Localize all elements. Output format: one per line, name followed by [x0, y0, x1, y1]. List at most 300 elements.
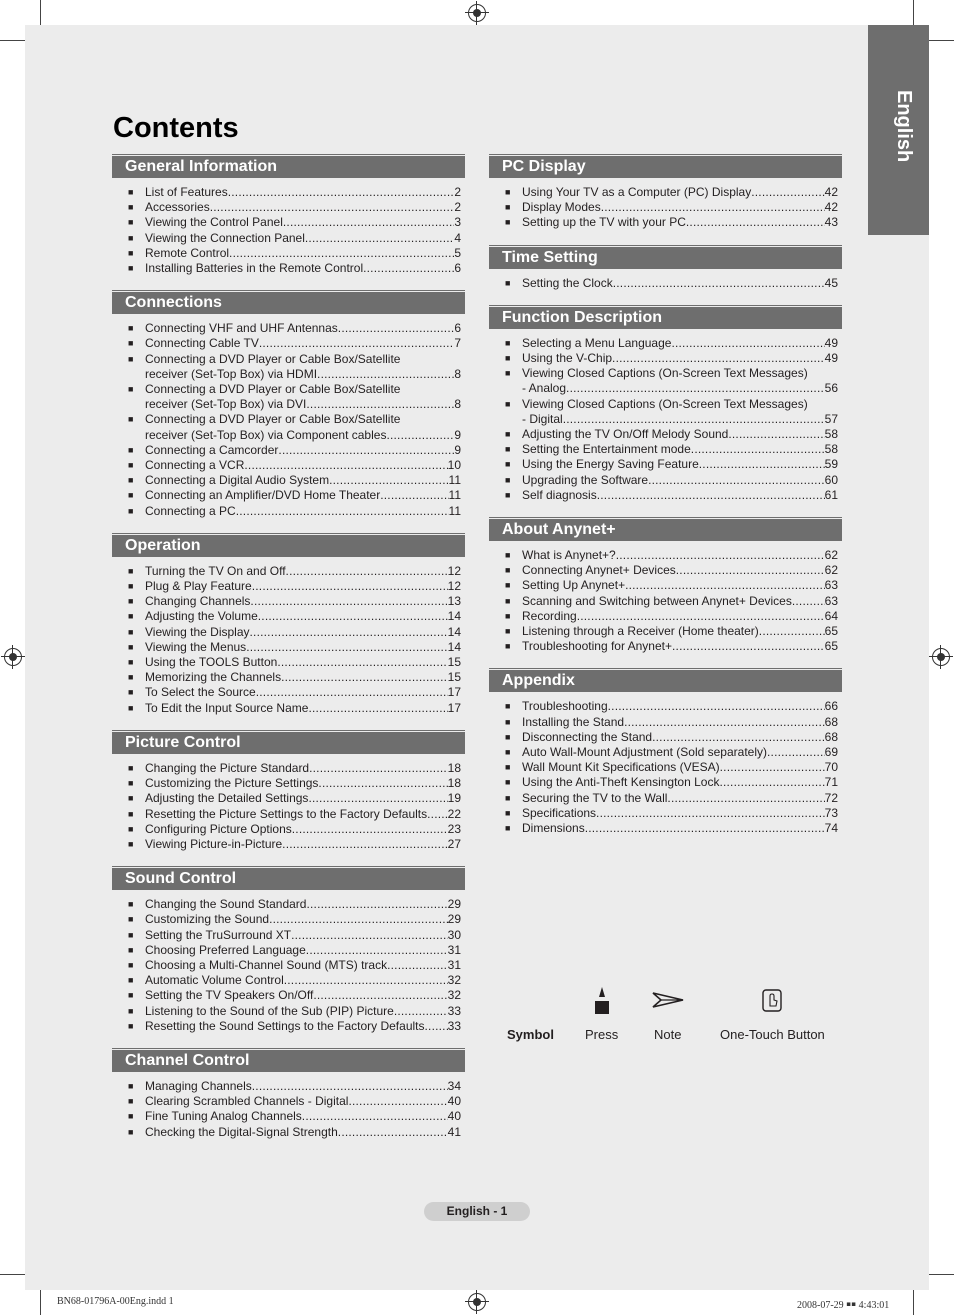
toc-entry[interactable] — [112, 988, 465, 1003]
dot-leader — [281, 670, 448, 685]
toc-entry-text: ■ Connecting a Digital Audio System — [145, 473, 330, 488]
toc-page-number: 62 — [824, 563, 838, 578]
section-heading: Appendix — [489, 670, 842, 692]
toc-entry-text-line1: ■ Viewing Closed Captions (On-Screen Text Messages) — [522, 366, 808, 381]
dot-leader — [667, 791, 824, 806]
dot-leader — [648, 473, 825, 488]
section-heading: PC Display — [489, 156, 842, 178]
toc-page-number: 43 — [824, 215, 838, 230]
dot-leader — [338, 1125, 448, 1140]
toc-entry[interactable] — [489, 791, 842, 806]
toc-entry[interactable] — [489, 457, 842, 472]
dot-leader — [751, 185, 824, 200]
toc-page-number: 6 — [454, 261, 461, 276]
toc-page-number: 32 — [447, 988, 461, 1003]
toc-entry[interactable] — [112, 761, 465, 776]
toc-entry[interactable] — [489, 563, 842, 578]
language-tab-label: English — [893, 90, 915, 163]
dot-leader — [363, 261, 454, 276]
dot-leader — [286, 564, 448, 579]
toc-page-number: 12 — [447, 579, 461, 594]
toc-entry-text: ■ To Select the Source — [145, 685, 256, 700]
toc-entry[interactable] — [489, 185, 842, 200]
registration-mark-icon — [468, 4, 486, 22]
toc-entry-text: ■ Recording — [522, 608, 577, 623]
dot-leader — [250, 625, 448, 640]
section-heading: General Information — [112, 156, 465, 178]
toc-entry[interactable] — [112, 685, 465, 700]
dot-leader — [283, 215, 454, 230]
right-column — [489, 156, 842, 852]
dot-leader — [258, 609, 448, 624]
toc-page-number: 42 — [824, 200, 838, 215]
toc-entry[interactable] — [489, 760, 842, 775]
toc-page-number: 11 — [448, 503, 461, 518]
toc-page-number: 63 — [824, 578, 838, 593]
toc-entry[interactable] — [112, 1079, 465, 1094]
toc-entry-text: ■ Installing the Stand — [522, 714, 625, 729]
toc-entry-text: ■ Checking the Digital-Signal Strength — [145, 1124, 338, 1139]
toc-page-number: 60 — [824, 472, 838, 487]
toc-entry-text: receiver (Set-Top Box) via Component cables — [145, 427, 387, 442]
toc-page-number: 14 — [447, 624, 461, 639]
toc-entry-text: ■ Setting Up Anynet+ — [522, 578, 626, 593]
toc-page-number: 15 — [447, 670, 461, 685]
toc-page-number: 63 — [824, 593, 838, 608]
toc-page-number: 32 — [447, 973, 461, 988]
dot-leader — [767, 745, 825, 760]
toc-list — [112, 314, 465, 519]
toc-entry[interactable] — [112, 1019, 465, 1034]
toc-entry[interactable] — [112, 609, 465, 624]
toc-entry[interactable] — [489, 639, 842, 654]
toc-entry[interactable] — [112, 261, 465, 276]
toc-entry[interactable] — [489, 276, 842, 291]
registration-mark-icon — [4, 648, 22, 666]
dot-leader — [719, 775, 824, 790]
toc-page-number: 13 — [447, 594, 461, 609]
toc-page-number: 17 — [447, 700, 461, 715]
toc-entry[interactable] — [112, 928, 465, 943]
toc-entry[interactable] — [112, 1125, 465, 1140]
toc-page-number: 10 — [447, 458, 461, 473]
dot-leader — [210, 200, 455, 215]
toc-list — [112, 178, 465, 276]
toc-entry-text: ■ Resetting the Sound Settings to the Factory Defaults — [145, 1018, 425, 1033]
dot-leader — [616, 548, 825, 563]
left-column — [112, 156, 465, 1156]
section-heading: Channel Control — [112, 1050, 465, 1072]
dot-leader — [720, 760, 825, 775]
one-touch-button-icon — [762, 989, 782, 1013]
dot-leader — [792, 594, 825, 609]
dot-leader — [309, 761, 448, 776]
toc-entry-text: ■ Turning the TV On and Off — [145, 563, 286, 578]
toc-page-number: 2 — [454, 200, 461, 215]
toc-page-number: 64 — [824, 608, 838, 623]
toc-entry-text: ■ Specifications — [522, 805, 597, 820]
toc-entry-text: receiver (Set-Top Box) via HDMI — [145, 366, 318, 381]
toc-entry[interactable] — [112, 625, 465, 640]
section-sound-control — [112, 868, 465, 1034]
toc-entry-text: ■ Troubleshooting for Anynet+ — [522, 639, 672, 654]
toc-entry-text: ■ Adjusting the TV On/Off Melody Sound — [522, 427, 729, 442]
dot-leader — [256, 685, 448, 700]
toc-entry[interactable] — [489, 442, 842, 457]
toc-entry-text: ■ Viewing the Display — [145, 624, 250, 639]
section-function-description — [489, 307, 842, 503]
dot-leader — [380, 488, 448, 503]
toc-page-number: 23 — [447, 821, 461, 836]
toc-entry-text: receiver (Set-Top Box) via DVI — [145, 397, 307, 412]
crop-mark — [929, 40, 954, 41]
toc-list — [489, 269, 842, 291]
dot-leader — [613, 276, 825, 291]
file-slug: BN68-01796A-00Eng.indd 1 — [57, 1296, 174, 1307]
toc-page-number: 8 — [454, 397, 461, 412]
toc-page-number: 41 — [447, 1124, 461, 1139]
toc-list — [489, 178, 842, 231]
toc-entry[interactable] — [489, 366, 842, 396]
toc-entry[interactable] — [489, 578, 842, 593]
toc-entry-text: ■ Securing the TV to the Wall — [522, 790, 668, 805]
toc-entry-text: ■ Configuring Picture Options — [145, 821, 292, 836]
toc-entry[interactable] — [489, 488, 842, 503]
toc-entry-text: ■ Selecting a Menu Language — [522, 335, 672, 350]
dot-leader — [386, 428, 454, 443]
language-tab — [868, 25, 929, 235]
toc-page-number: 6 — [454, 321, 461, 336]
section-about-anynet — [489, 519, 842, 654]
dot-leader — [284, 973, 448, 988]
toc-entry-text: ■ Using the Energy Saving Feature — [522, 457, 699, 472]
one-touch-button-label: One-Touch Button — [720, 1027, 825, 1042]
toc-page-number: 33 — [447, 1018, 461, 1033]
toc-entry[interactable] — [112, 640, 465, 655]
toc-page-number: 30 — [447, 927, 461, 942]
toc-entry-text: ■ Self diagnosis — [522, 487, 597, 502]
dot-leader — [394, 1004, 448, 1019]
dot-leader — [259, 336, 454, 351]
dot-leader — [625, 578, 825, 593]
toc-entry-text: ■ Using the TOOLS Button — [145, 655, 278, 670]
toc-entry-text: ■ Memorizing the Channels — [145, 670, 282, 685]
toc-page-number: 61 — [824, 487, 838, 502]
toc-entry-text: ■ Connecting Anynet+ Devices — [522, 563, 676, 578]
toc-entry-text: ■ Auto Wall-Mount Adjustment (Sold separately) — [522, 745, 767, 760]
toc-page-number: 42 — [824, 185, 838, 199]
toc-page-number: 5 — [454, 245, 461, 260]
toc-entry[interactable] — [489, 351, 842, 366]
section-heading: Connections — [112, 292, 465, 314]
toc-entry[interactable] — [112, 958, 465, 973]
toc-entry[interactable] — [112, 352, 465, 382]
dot-leader — [313, 988, 447, 1003]
dot-leader — [306, 397, 454, 412]
toc-page-number: 9 — [454, 442, 461, 457]
toc-entry[interactable] — [489, 200, 842, 215]
toc-entry-text: ■ Resetting the Picture Settings to the Factory Defaults — [145, 806, 428, 821]
toc-entry[interactable] — [112, 336, 465, 351]
toc-page-number: 31 — [447, 957, 461, 972]
toc-entry-text: ■ Setting the Clock — [522, 275, 613, 290]
dot-leader — [329, 473, 448, 488]
toc-entry-text: ■ Upgrading the Software — [522, 472, 649, 487]
section-heading: About Anynet+ — [489, 519, 842, 541]
toc-page-number: 22 — [447, 806, 461, 821]
toc-entry-text: ■ Adjusting the Volume — [145, 609, 258, 624]
toc-entry[interactable] — [112, 412, 465, 442]
toc-entry[interactable] — [489, 215, 842, 230]
toc-list — [489, 692, 842, 836]
toc-entry-text: ■ Connecting a Camcorder — [145, 442, 279, 457]
toc-entry[interactable] — [112, 1094, 465, 1109]
symbol-label: Symbol — [507, 1027, 554, 1042]
toc-page-number: 29 — [447, 912, 461, 927]
section-heading: Picture Control — [112, 732, 465, 754]
dot-leader — [302, 1109, 448, 1124]
toc-entry-text: ■ Listening through a Receiver (Home theater) — [522, 624, 759, 639]
toc-entry-text: - Analog — [522, 381, 567, 396]
toc-entry[interactable] — [112, 822, 465, 837]
press-icon — [593, 985, 611, 1017]
crop-mark — [913, 1290, 914, 1315]
toc-entry-text: ■ Changing Channels — [145, 594, 251, 609]
crop-mark — [40, 1290, 41, 1315]
toc-entry[interactable] — [112, 443, 465, 458]
toc-entry-text: ■ Scanning and Switching between Anynet+ Devices — [522, 593, 792, 608]
section-picture-control — [112, 732, 465, 852]
toc-entry[interactable] — [112, 1004, 465, 1019]
toc-entry[interactable] — [112, 488, 465, 503]
toc-entry-text: ■ Disconnecting the Stand — [522, 729, 653, 744]
toc-list — [489, 329, 842, 503]
toc-entry[interactable] — [112, 701, 465, 716]
dot-leader — [236, 504, 449, 519]
dot-leader — [566, 381, 825, 396]
dot-leader — [577, 609, 825, 624]
toc-page-number: 19 — [447, 791, 461, 806]
dot-leader — [252, 1079, 448, 1094]
toc-entry[interactable] — [112, 837, 465, 852]
section-appendix — [489, 670, 842, 836]
dot-leader — [305, 231, 454, 246]
dot-leader — [282, 837, 447, 852]
section-heading: Function Description — [489, 307, 842, 329]
dot-leader — [338, 321, 455, 336]
toc-entry[interactable] — [112, 382, 465, 412]
toc-entry[interactable] — [489, 594, 842, 609]
toc-entry[interactable] — [112, 594, 465, 609]
registration-mark-icon — [468, 1293, 486, 1311]
toc-entry[interactable] — [112, 579, 465, 594]
toc-page-number: 3 — [454, 215, 461, 230]
section-connections — [112, 292, 465, 519]
section-heading: Time Setting — [489, 247, 842, 269]
toc-entry-text: ■ Using Your TV as a Computer (PC) Display — [522, 185, 752, 199]
toc-entry[interactable] — [112, 246, 465, 261]
toc-entry[interactable] — [489, 821, 842, 836]
toc-entry[interactable] — [489, 775, 842, 790]
dot-leader — [652, 730, 825, 745]
toc-entry-text: - Digital — [522, 411, 563, 426]
symbol-legend — [489, 985, 842, 1055]
dot-leader — [612, 351, 825, 366]
toc-entry[interactable] — [489, 397, 842, 427]
toc-entry[interactable] — [489, 609, 842, 624]
page-title: Contents — [113, 112, 239, 144]
toc-entry[interactable] — [112, 473, 465, 488]
toc-entry[interactable] — [112, 897, 465, 912]
toc-page-number: 34 — [447, 1078, 461, 1093]
toc-entry-text: ■ Viewing the Connection Panel — [145, 230, 305, 245]
toc-entry[interactable] — [112, 504, 465, 519]
toc-entry[interactable] — [112, 791, 465, 806]
dot-leader — [728, 427, 824, 442]
toc-page-number: 49 — [824, 335, 838, 350]
toc-entry-text: ■ Installing Batteries in the Remote Control — [145, 261, 364, 276]
toc-entry-text: ■ Choosing a Multi-Channel Sound (MTS) track — [145, 957, 388, 972]
dot-leader — [608, 699, 825, 714]
toc-page-number: 68 — [824, 714, 838, 729]
toc-entry[interactable] — [489, 473, 842, 488]
toc-entry[interactable] — [489, 624, 842, 639]
toc-entry-text: ■ List of Features — [145, 185, 228, 199]
toc-entry[interactable] — [489, 745, 842, 760]
toc-entry[interactable] — [112, 215, 465, 230]
toc-page-number: 71 — [824, 775, 838, 790]
toc-entry-text: ■ Connecting an Amplifier/DVD Home Theater — [145, 488, 381, 503]
dot-leader — [691, 442, 825, 457]
toc-list — [112, 890, 465, 1034]
crop-mark — [0, 1274, 25, 1275]
toc-entry-text: ■ Connecting VHF and UHF Antennas — [145, 321, 338, 336]
toc-entry[interactable] — [489, 427, 842, 442]
toc-entry-text: ■ Setting the TV Speakers On/Off — [145, 988, 314, 1003]
dot-leader — [596, 806, 825, 821]
toc-entry[interactable] — [112, 185, 465, 200]
section-pc-display — [489, 156, 842, 231]
toc-entry[interactable] — [112, 564, 465, 579]
toc-entry-text: ■ Clearing Scrambled Channels - Digital — [145, 1094, 349, 1109]
toc-page-number: 70 — [824, 760, 838, 775]
toc-page-number: 4 — [454, 230, 461, 245]
toc-page-number: 65 — [824, 639, 838, 654]
dot-leader — [318, 776, 447, 791]
crop-mark — [40, 0, 41, 25]
crop-mark — [929, 1274, 954, 1275]
toc-page-number: 56 — [824, 381, 838, 396]
toc-entry[interactable] — [489, 548, 842, 563]
toc-entry-text: ■ Plug & Play Feature — [145, 579, 252, 594]
toc-entry[interactable] — [112, 807, 465, 822]
section-heading: Sound Control — [112, 868, 465, 890]
dot-leader — [686, 215, 825, 230]
toc-page-number: 72 — [824, 790, 838, 805]
toc-page-number: 58 — [824, 442, 838, 457]
toc-entry-text: ■ Wall Mount Kit Specifications (VESA) — [522, 760, 720, 775]
dot-leader — [306, 943, 448, 958]
dot-leader — [387, 958, 448, 973]
dot-leader — [228, 185, 455, 200]
page-number: English - 1 — [424, 1202, 530, 1221]
toc-entry[interactable] — [112, 670, 465, 685]
toc-entry[interactable] — [112, 655, 465, 670]
toc-entry-text: ■ To Edit the Input Source Name — [145, 700, 309, 715]
toc-entry[interactable] — [489, 699, 842, 714]
toc-list — [112, 1072, 465, 1140]
dot-leader — [246, 640, 447, 655]
dot-leader — [601, 200, 825, 215]
toc-entry[interactable] — [112, 912, 465, 927]
toc-entry-text: ■ Connecting a VCR — [145, 458, 245, 473]
dot-leader — [308, 701, 447, 716]
toc-entry[interactable] — [112, 943, 465, 958]
toc-page-number: 33 — [447, 1003, 461, 1018]
toc-page-number: 68 — [824, 729, 838, 744]
toc-entry-text: ■ Connecting a PC — [145, 503, 236, 518]
toc-entry-text: ■ Changing the Picture Standard — [145, 760, 310, 775]
press-label: Press — [585, 1027, 619, 1042]
dot-leader — [671, 336, 824, 351]
toc-entry-text-line1: ■ Viewing Closed Captions (On-Screen Text Messages) — [522, 396, 808, 411]
toc-entry[interactable] — [489, 336, 842, 351]
toc-entry-text: ■ Adjusting the Detailed Settings — [145, 791, 309, 806]
toc-entry-text: ■ Viewing the Control Panel — [145, 215, 283, 230]
toc-page-number: 14 — [447, 609, 461, 624]
toc-list — [112, 557, 465, 716]
toc-page-number: 57 — [824, 411, 838, 426]
dot-leader — [624, 715, 825, 730]
dot-leader — [563, 412, 825, 427]
toc-entry[interactable] — [112, 458, 465, 473]
toc-entry[interactable] — [112, 321, 465, 336]
dot-leader — [585, 821, 825, 836]
dot-leader — [308, 791, 447, 806]
toc-page-number: 7 — [454, 336, 461, 351]
toc-page-number: 59 — [824, 457, 838, 472]
toc-page-number: 2 — [454, 185, 461, 199]
toc-entry[interactable] — [112, 776, 465, 791]
toc-entry-text: ■ Using the V-Chip — [522, 351, 613, 366]
toc-page-number: 65 — [824, 624, 838, 639]
section-heading: Operation — [112, 535, 465, 557]
dot-leader — [291, 928, 448, 943]
toc-entry-text: ■ Automatic Volume Control — [145, 973, 284, 988]
toc-entry-text: ■ Listening to the Sound of the Sub (PIP) Picture — [145, 1003, 394, 1018]
toc-entry-text: ■ Managing Channels — [145, 1078, 252, 1093]
section-time-setting — [489, 247, 842, 291]
toc-entry-text-line1: ■ Connecting a DVD Player or Cable Box/Satellite — [145, 382, 401, 397]
toc-entry[interactable] — [112, 231, 465, 246]
toc-page-number: 62 — [824, 548, 838, 563]
toc-entry[interactable] — [489, 806, 842, 821]
toc-page-number: 15 — [447, 655, 461, 670]
toc-entry-text: ■ Display Modes — [522, 200, 601, 215]
toc-entry-text: ■ Setting the Entertainment mode — [522, 442, 691, 457]
toc-entry[interactable] — [112, 200, 465, 215]
toc-entry-text: ■ Remote Control — [145, 245, 230, 260]
toc-entry[interactable] — [489, 715, 842, 730]
dot-leader — [759, 624, 825, 639]
toc-entry[interactable] — [112, 973, 465, 988]
toc-entry-text: ■ Connecting Cable TV — [145, 336, 259, 351]
toc-entry[interactable] — [112, 1109, 465, 1124]
toc-page-number: 27 — [447, 836, 461, 851]
toc-page-number: 11 — [448, 488, 461, 503]
toc-entry-text-line1: ■ Connecting a DVD Player or Cable Box/Satellite — [145, 351, 401, 366]
toc-entry[interactable] — [489, 730, 842, 745]
